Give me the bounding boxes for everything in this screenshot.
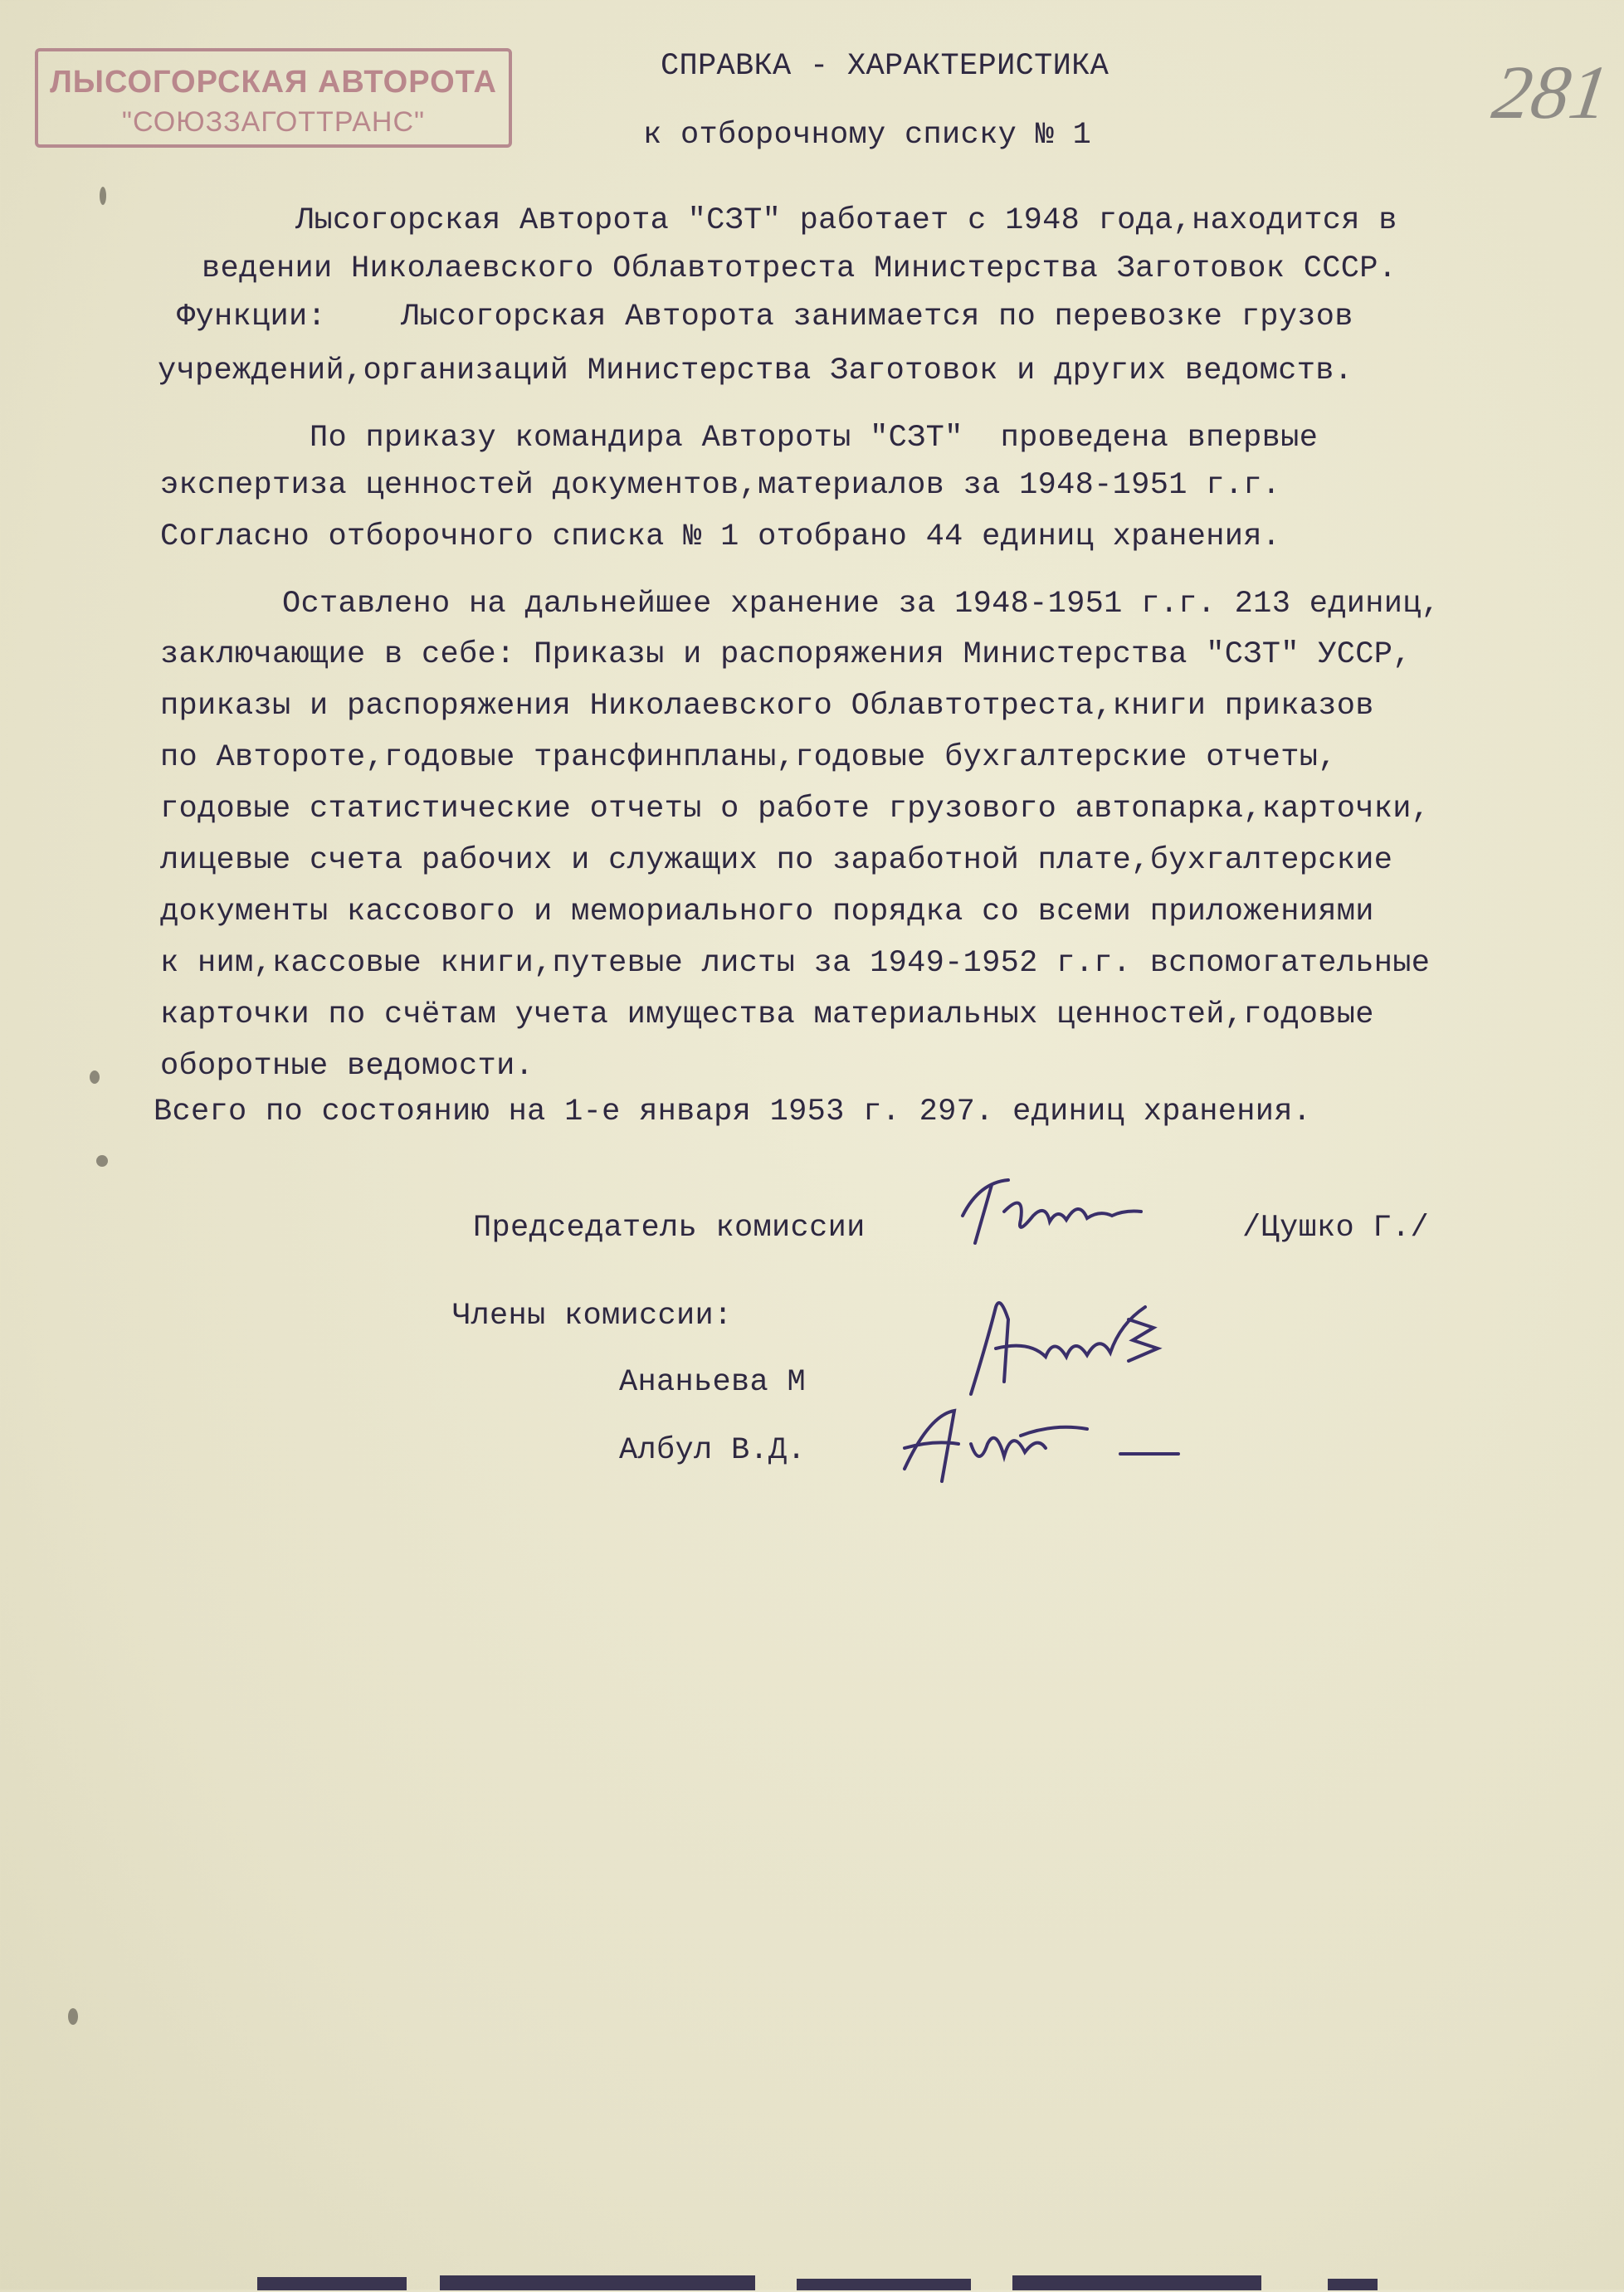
punch-mark xyxy=(100,187,106,205)
body-line: Оставлено на дальнейшее хранение за 1948-1951 г.г. 213 единиц, xyxy=(282,587,1441,622)
member-1-signature xyxy=(929,1290,1178,1407)
punch-mark xyxy=(96,1155,108,1167)
body-line: лицевые счета рабочих и служащих по заработной плате,бухгалтерские xyxy=(160,843,1393,878)
body-line: По приказу командира Автороты "СЗТ" проведена впервые xyxy=(310,421,1319,456)
document-title: СПРАВКА - ХАРАКТЕРИСТИКА xyxy=(661,49,1109,84)
body-line: ведении Николаевского Облавтотреста Министерства Заготовок СССР. xyxy=(202,251,1397,286)
stamp-line-2: "СОЮЗЗАГОТТРАНС" xyxy=(121,106,426,138)
organization-stamp xyxy=(35,48,512,148)
member-2-name: Албул В.Д. xyxy=(619,1433,807,1468)
body-line: документы кассового и мемориального порядка со всеми приложениями xyxy=(160,895,1374,929)
total-line: Всего по состоянию на 1-е января 1953 г. 297. единиц хранения. xyxy=(154,1095,1312,1129)
stamp-line-1: ЛЫСОГОРСКАЯ АВТОРОТА xyxy=(50,65,497,100)
body-line: Функции: Лысогорская Авторота занимается по перевозке грузов xyxy=(177,300,1353,334)
body-line: карточки по счётам учета имущества материальных ценностей,годовые xyxy=(160,997,1374,1032)
chair-name: /Цушко Г./ xyxy=(1242,1211,1430,1246)
body-line: к ним,кассовые книги,путевые листы за 1949-1952 г.г. вспомогательные xyxy=(160,946,1431,981)
body-line: приказы и распоряжения Николаевского Облавтотреста,книги приказов xyxy=(160,689,1374,724)
members-label: Члены комиссии: xyxy=(452,1299,733,1334)
body-line: экспертиза ценностей документов,материалов за 1948-1951 г.г. xyxy=(160,468,1281,503)
body-line: Согласно отборочного списка № 1 отобрано 44 единиц хранения. xyxy=(160,519,1281,554)
member-2-signature xyxy=(888,1402,1187,1494)
body-line: заключающие в себе: Приказы и распоряжения Министерства "СЗТ" УССР, xyxy=(160,637,1412,672)
chair-signature xyxy=(946,1170,1153,1253)
chair-label: Председатель комиссии xyxy=(473,1211,866,1246)
body-line: годовые статистические отчеты о работе грузового автопарка,карточки, xyxy=(160,792,1431,827)
cut-off-text-fragment xyxy=(249,2259,1427,2292)
body-line: оборотные ведомости. xyxy=(160,1049,534,1084)
member-1-name: Ананьева М xyxy=(619,1365,807,1400)
punch-mark xyxy=(90,1070,100,1084)
document-subtitle: к отборочному списку № 1 xyxy=(643,118,1092,153)
body-line: Лысогорская Авторота "СЗТ" работает с 1948 года,находится в xyxy=(295,203,1397,238)
body-line: учреждений,организаций Министерства Заготовок и других ведомств. xyxy=(158,354,1353,388)
folio-number: 281 xyxy=(1487,50,1615,134)
body-line: по Автороте,годовые трансфинпланы,годовые бухгалтерские отчеты, xyxy=(160,740,1337,775)
punch-mark xyxy=(68,2008,78,2025)
